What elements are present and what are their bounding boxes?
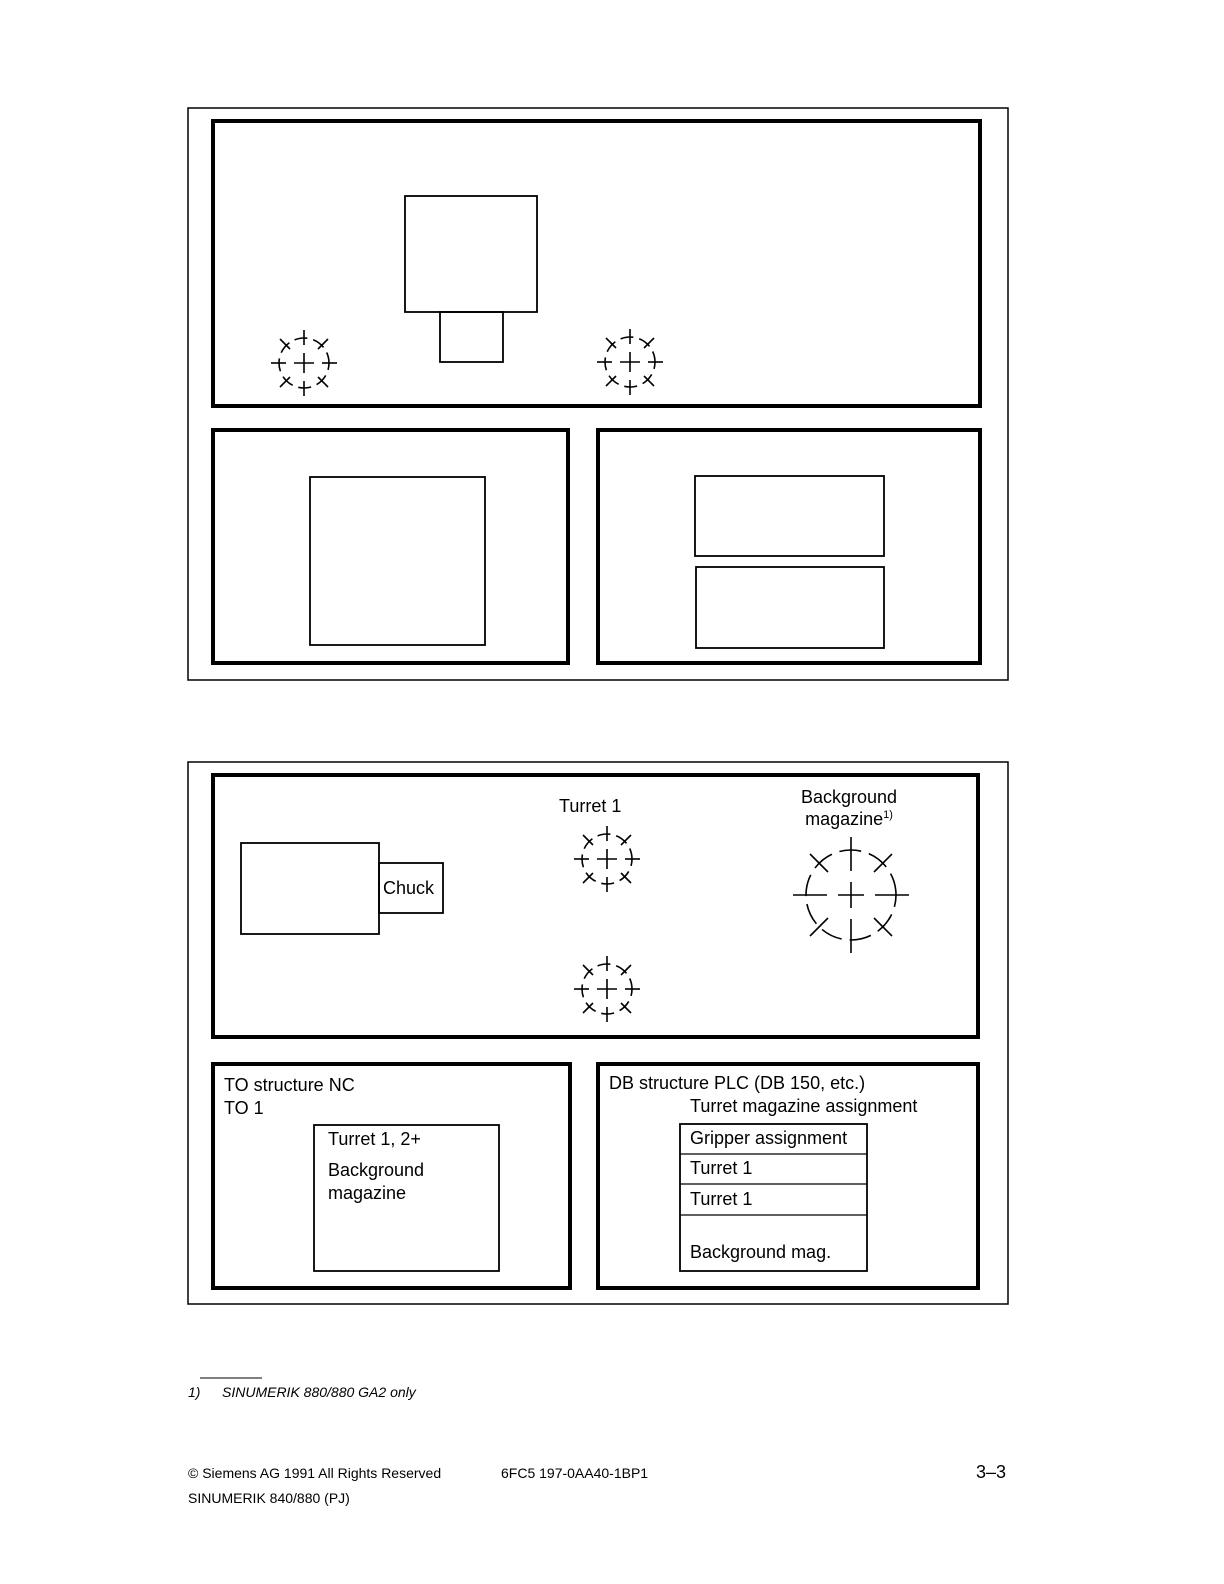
footnote-marker: 1) [188,1384,201,1400]
footer-copyright: © Siemens AG 1991 All Rights Reserved [188,1465,442,1481]
footer-order-number: 6FC5 197-0AA40-1BP1 [501,1465,649,1481]
diagram-2 [188,762,1008,1304]
db-table-row: Background mag. [690,1242,832,1262]
diagram-1-right-panel [598,430,980,663]
footer-product: SINUMERIK 840/880 (PJ) [188,1490,350,1506]
footnote-text: SINUMERIK 880/880 GA2 only [222,1384,416,1400]
background-magazine-icon [793,837,909,953]
diagram-2-turret-top-icon [574,826,640,892]
db-structure-title: DB structure PLC (DB 150, etc.) [609,1073,866,1093]
diagram-1 [188,108,1008,680]
diagram-1-right-box-bottom [696,567,884,648]
db-structure-sub: Turret magazine assignment [690,1096,918,1116]
page-number: 3–3 [976,1462,1007,1482]
background-magazine-label [772,786,926,830]
diagram-1-magazine-right-icon [597,329,663,395]
chuck-label: Chuck [383,878,435,898]
background-magazine-label-line2 [772,808,926,830]
diagram-1-right-box-top [695,476,884,556]
diagram-1-spindle-chuck [440,312,503,362]
to-structure-title: TO structure NC [224,1075,355,1095]
diagram-1-spindle-body [405,196,537,312]
diagram-2-turret-bottom-icon [574,956,640,1022]
footnote-ref: 1) [883,809,893,821]
to-structure-sub: TO 1 [224,1098,264,1118]
diagram-1-left-box [310,477,485,645]
background-magazine-label-line1: Background [800,787,898,807]
background-magazine-label-text: magazine [805,809,884,829]
db-table-row: Turret 1 [690,1158,753,1178]
diagram-1-left-panel [213,430,568,663]
diagram-2-spindle-body [241,843,379,934]
turret-1-label: Turret 1 [559,796,622,816]
to-box-line2: Background [328,1160,425,1180]
diagram-1-magazine-left-icon [271,330,337,396]
db-table-row: Gripper assignment [690,1128,848,1148]
to-box-line3: magazine [328,1183,407,1203]
db-table-row: Turret 1 [690,1189,753,1209]
to-box-line1: Turret 1, 2+ [328,1129,421,1149]
